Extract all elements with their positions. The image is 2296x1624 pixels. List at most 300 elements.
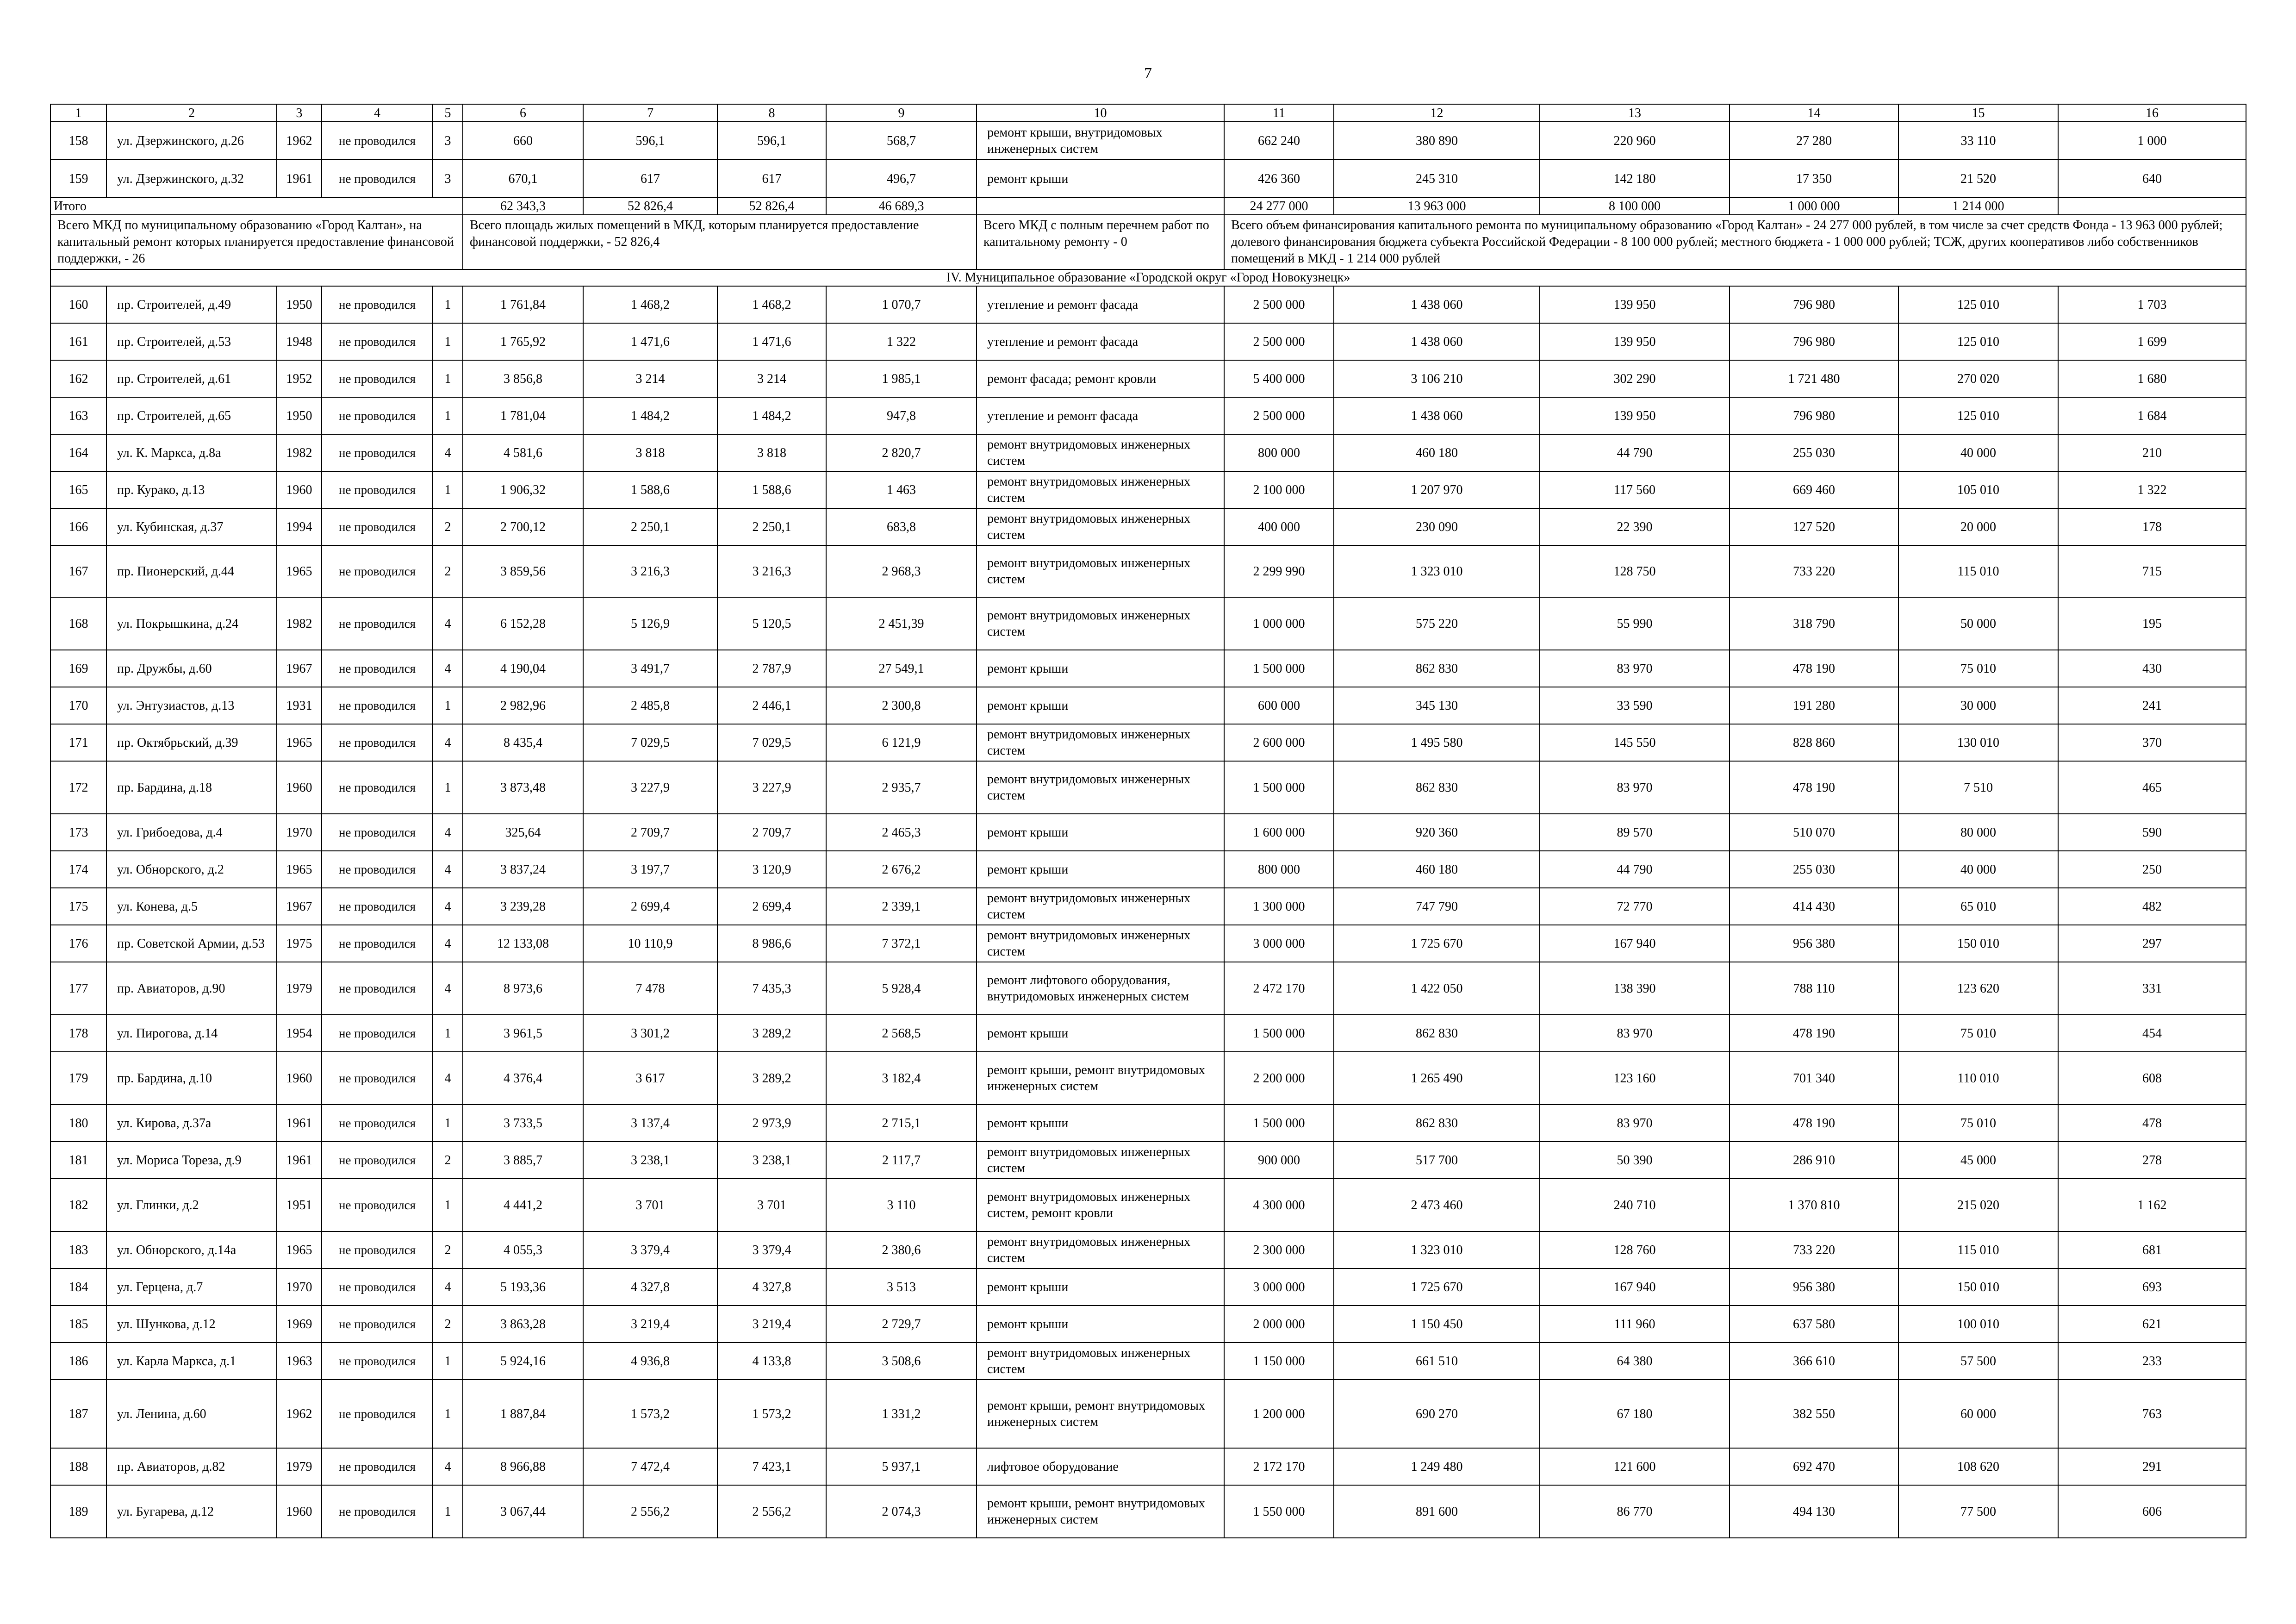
total-c12: 13 963 000 [1334,198,1540,215]
col8-cell: 2 787,9 [717,650,826,687]
address-cell: ул. Карла Маркса, д.1 [106,1343,277,1380]
repair-status-cell: не проводился [322,724,433,761]
col12-cell: 245 310 [1334,160,1540,198]
col7-cell: 3 818 [583,434,717,471]
address-cell: ул. Кубинская, д.37 [106,508,277,545]
col7-cell: 4 327,8 [583,1268,717,1305]
col12-cell: 920 360 [1334,814,1540,851]
work-type-cell: ремонт внутридомовых инженерных систем, ремонт кровли [977,1179,1224,1231]
table-row [50,1179,2246,1231]
col15-cell: 57 500 [1898,1343,2058,1380]
col16-cell: 291 [2058,1448,2246,1485]
col9-cell: 6 121,9 [826,724,977,761]
year-cell: 1982 [277,597,322,650]
class-cell: 4 [433,888,463,925]
section-header-row [50,269,2246,286]
table-row [50,1268,2246,1305]
row-number: 165 [50,471,106,508]
col12-cell: 661 510 [1334,1343,1540,1380]
class-cell: 4 [433,1448,463,1485]
col9-cell: 2 729,7 [826,1305,977,1343]
work-type-cell: ремонт внутридомовых инженерных систем [977,925,1224,962]
work-type-cell: ремонт внутридомовых инженерных систем [977,597,1224,650]
header-cell: 4 [322,104,433,122]
col11-cell: 2 200 000 [1224,1052,1334,1105]
col8-cell: 8 986,6 [717,925,826,962]
total-c15: 1 214 000 [1898,198,2058,215]
col14-cell: 796 980 [1730,286,1898,323]
col15-cell: 150 010 [1898,925,2058,962]
address-cell: пр. Строителей, д.53 [106,323,277,360]
col16-cell: 1 162 [2058,1179,2246,1231]
address-cell: пр. Пионерский, д.44 [106,545,277,597]
row-number: 179 [50,1052,106,1105]
col14-cell: 669 460 [1730,471,1898,508]
col11-cell: 2 000 000 [1224,1305,1334,1343]
work-type-cell: ремонт внутридомовых инженерных систем [977,471,1224,508]
table-row [50,814,2246,851]
col9-cell: 3 513 [826,1268,977,1305]
class-cell: 1 [433,360,463,397]
row-number: 164 [50,434,106,471]
col11-cell: 3 000 000 [1224,925,1334,962]
work-type-cell: ремонт крыши, внутридомовых инженерных систем [977,122,1224,160]
col7-cell: 5 126,9 [583,597,717,650]
col8-cell: 3 238,1 [717,1142,826,1179]
col9-cell: 2 935,7 [826,761,977,814]
col13-cell: 128 750 [1540,545,1730,597]
col9-cell: 2 968,3 [826,545,977,597]
table-row [50,545,2246,597]
repair-status-cell: не проводился [322,1485,433,1538]
repair-status-cell: не проводился [322,286,433,323]
col13-cell: 302 290 [1540,360,1730,397]
address-cell: ул. Покрышкина, д.24 [106,597,277,650]
col12-cell: 1 265 490 [1334,1052,1540,1105]
row-number: 163 [50,397,106,434]
year-cell: 1967 [277,888,322,925]
work-type-cell: ремонт крыши [977,687,1224,724]
col13-cell: 83 970 [1540,1105,1730,1142]
address-cell: пр. Строителей, д.49 [106,286,277,323]
col7-cell: 3 701 [583,1179,717,1231]
col11-cell: 2 600 000 [1224,724,1334,761]
repair-status-cell: не проводился [322,761,433,814]
col8-cell: 2 709,7 [717,814,826,851]
col15-cell: 45 000 [1898,1142,2058,1179]
col9-cell: 2 676,2 [826,851,977,888]
work-type-cell: ремонт внутридомовых инженерных систем [977,545,1224,597]
address-cell: пр. Октябрьский, д.39 [106,724,277,761]
repair-status-cell: не проводился [322,1231,433,1268]
col15-cell: 77 500 [1898,1485,2058,1538]
col6-cell: 3 873,48 [463,761,583,814]
col13-cell: 72 770 [1540,888,1730,925]
col9-cell: 3 182,4 [826,1052,977,1105]
col11-cell: 1 000 000 [1224,597,1334,650]
address-cell: ул. Бугарева, д.12 [106,1485,277,1538]
col12-cell: 575 220 [1334,597,1540,650]
table-row [50,323,2246,360]
col7-cell: 10 110,9 [583,925,717,962]
col13-cell: 83 970 [1540,1015,1730,1052]
col8-cell: 2 446,1 [717,687,826,724]
col16-cell: 606 [2058,1485,2246,1538]
col14-cell: 701 340 [1730,1052,1898,1105]
total-c6: 62 343,3 [463,198,583,215]
col15-cell: 115 010 [1898,1231,2058,1268]
total-empty [2058,198,2246,215]
col12-cell: 690 270 [1334,1380,1540,1448]
col13-cell: 142 180 [1540,160,1730,198]
address-cell: ул. Пирогова, д.14 [106,1015,277,1052]
col9-cell: 2 715,1 [826,1105,977,1142]
class-cell: 1 [433,1343,463,1380]
year-cell: 1967 [277,650,322,687]
col7-cell: 617 [583,160,717,198]
col13-cell: 83 970 [1540,650,1730,687]
col15-cell: 105 010 [1898,471,2058,508]
col13-cell: 123 160 [1540,1052,1730,1105]
col11-cell: 3 000 000 [1224,1268,1334,1305]
col12-cell: 3 106 210 [1334,360,1540,397]
header-cell: 8 [717,104,826,122]
col15-cell: 125 010 [1898,397,2058,434]
col15-cell: 115 010 [1898,545,2058,597]
repair-status-cell: не проводился [322,434,433,471]
repair-status-cell: не проводился [322,1015,433,1052]
col11-cell: 2 100 000 [1224,471,1334,508]
address-cell: ул. Шункова, д.12 [106,1305,277,1343]
col14-cell: 478 190 [1730,761,1898,814]
work-type-cell: ремонт внутридомовых инженерных систем [977,508,1224,545]
col15-cell: 75 010 [1898,1105,2058,1142]
col11-cell: 800 000 [1224,434,1334,471]
col16-cell: 1 684 [2058,397,2246,434]
work-type-cell: ремонт внутридомовых инженерных систем [977,1343,1224,1380]
repair-status-cell: не проводился [322,687,433,724]
total-c9: 46 689,3 [826,198,977,215]
col14-cell: 788 110 [1730,962,1898,1015]
row-number: 174 [50,851,106,888]
table-row [50,1105,2246,1142]
work-type-cell: ремонт внутридомовых инженерных систем [977,888,1224,925]
col7-cell: 3 197,7 [583,851,717,888]
repair-status-cell: не проводился [322,323,433,360]
col15-cell: 33 110 [1898,122,2058,160]
col6-cell: 2 982,96 [463,687,583,724]
col7-cell: 2 250,1 [583,508,717,545]
repair-status-cell: не проводился [322,471,433,508]
col16-cell: 297 [2058,925,2246,962]
summary-houses-count: Всего МКД по муниципальному образованию «Город Калтан», на капитальный ремонт которых планируется предоставление финансовой поддержки, - 26 [50,215,463,269]
col14-cell: 733 220 [1730,1231,1898,1268]
col9-cell: 7 372,1 [826,925,977,962]
col8-cell: 3 219,4 [717,1305,826,1343]
col8-cell: 1 588,6 [717,471,826,508]
col12-cell: 1 249 480 [1334,1448,1540,1485]
col15-cell: 215 020 [1898,1179,2058,1231]
col8-cell: 5 120,5 [717,597,826,650]
col12-cell: 1 422 050 [1334,962,1540,1015]
col9-cell: 2 820,7 [826,434,977,471]
col7-cell: 3 227,9 [583,761,717,814]
col13-cell: 55 990 [1540,597,1730,650]
address-cell: пр. Авиаторов, д.82 [106,1448,277,1485]
table-row [50,471,2246,508]
col12-cell: 1 725 670 [1334,1268,1540,1305]
col14-cell: 1 370 810 [1730,1179,1898,1231]
col13-cell: 128 760 [1540,1231,1730,1268]
work-type-cell: ремонт крыши, ремонт внутридомовых инженерных систем [977,1485,1224,1538]
table-row [50,1142,2246,1179]
col6-cell: 8 435,4 [463,724,583,761]
work-type-cell: утепление и ремонт фасада [977,286,1224,323]
repair-status-cell: не проводился [322,545,433,597]
class-cell: 3 [433,160,463,198]
year-cell: 1948 [277,323,322,360]
col16-cell: 478 [2058,1105,2246,1142]
col6-cell: 3 837,24 [463,851,583,888]
header-cell: 11 [1224,104,1334,122]
address-cell: пр. Строителей, д.61 [106,360,277,397]
col12-cell: 460 180 [1334,434,1540,471]
year-cell: 1965 [277,1231,322,1268]
row-number: 159 [50,160,106,198]
col6-cell: 8 973,6 [463,962,583,1015]
col13-cell: 22 390 [1540,508,1730,545]
col9-cell: 2 568,5 [826,1015,977,1052]
col8-cell: 3 216,3 [717,545,826,597]
col7-cell: 2 699,4 [583,888,717,925]
col15-cell: 270 020 [1898,360,2058,397]
address-cell: пр. Дружбы, д.60 [106,650,277,687]
col11-cell: 4 300 000 [1224,1179,1334,1231]
col13-cell: 145 550 [1540,724,1730,761]
header-cell: 14 [1730,104,1898,122]
col11-cell: 662 240 [1224,122,1334,160]
table-row [50,888,2246,925]
col9-cell: 2 465,3 [826,814,977,851]
col16-cell: 454 [2058,1015,2246,1052]
table-row [50,925,2246,962]
col9-cell: 496,7 [826,160,977,198]
col16-cell: 178 [2058,508,2246,545]
col7-cell: 3 491,7 [583,650,717,687]
row-number: 180 [50,1105,106,1142]
work-type-cell: ремонт крыши [977,814,1224,851]
col9-cell: 2 451,39 [826,597,977,650]
col8-cell: 2 250,1 [717,508,826,545]
col13-cell: 67 180 [1540,1380,1730,1448]
col12-cell: 1 438 060 [1334,286,1540,323]
header-cell: 13 [1540,104,1730,122]
col16-cell: 195 [2058,597,2246,650]
col7-cell: 1 573,2 [583,1380,717,1448]
col16-cell: 1 680 [2058,360,2246,397]
col8-cell: 4 133,8 [717,1343,826,1380]
header-cell: 10 [977,104,1224,122]
summary-area: Всего площадь жилых помещений в МКД, которым планируется предоставление финансовой поддержки, - 52 826,4 [463,215,977,269]
col11-cell: 2 300 000 [1224,1231,1334,1268]
col7-cell: 2 485,8 [583,687,717,724]
col15-cell: 21 520 [1898,160,2058,198]
address-cell: ул. Мориса Тореза, д.9 [106,1142,277,1179]
col8-cell: 3 701 [717,1179,826,1231]
work-type-cell: ремонт внутридомовых инженерных систем [977,724,1224,761]
col7-cell: 1 468,2 [583,286,717,323]
class-cell: 4 [433,597,463,650]
col7-cell: 2 709,7 [583,814,717,851]
work-type-cell: ремонт крыши [977,1305,1224,1343]
class-cell: 2 [433,1305,463,1343]
row-number: 185 [50,1305,106,1343]
header-cell: 6 [463,104,583,122]
col13-cell: 89 570 [1540,814,1730,851]
col6-cell: 1 765,92 [463,323,583,360]
class-cell: 4 [433,1268,463,1305]
col9-cell: 3 508,6 [826,1343,977,1380]
repair-status-cell: не проводился [322,160,433,198]
col11-cell: 900 000 [1224,1142,1334,1179]
col14-cell: 494 130 [1730,1485,1898,1538]
total-c7: 52 826,4 [583,198,717,215]
col6-cell: 4 190,04 [463,650,583,687]
col14-cell: 414 430 [1730,888,1898,925]
class-cell: 4 [433,650,463,687]
col15-cell: 110 010 [1898,1052,2058,1105]
col6-cell: 1 781,04 [463,397,583,434]
col9-cell: 3 110 [826,1179,977,1231]
col16-cell: 482 [2058,888,2246,925]
year-cell: 1969 [277,1305,322,1343]
col11-cell: 1 500 000 [1224,1015,1334,1052]
col14-cell: 637 580 [1730,1305,1898,1343]
class-cell: 4 [433,925,463,962]
col15-cell: 108 620 [1898,1448,2058,1485]
col11-cell: 1 500 000 [1224,761,1334,814]
table-row [50,508,2246,545]
year-cell: 1962 [277,122,322,160]
col8-cell: 617 [717,160,826,198]
work-type-cell: ремонт крыши [977,160,1224,198]
summary-full-works: Всего МКД с полным перечнем работ по капитальному ремонту - 0 [977,215,1224,269]
col13-cell: 240 710 [1540,1179,1730,1231]
year-cell: 1979 [277,962,322,1015]
col11-cell: 2 500 000 [1224,323,1334,360]
col15-cell: 40 000 [1898,434,2058,471]
table-row [50,1380,2246,1448]
col7-cell: 3 219,4 [583,1305,717,1343]
col12-cell: 1 495 580 [1334,724,1540,761]
year-cell: 1954 [277,1015,322,1052]
col12-cell: 380 890 [1334,122,1540,160]
address-cell: ул. К. Маркса, д.8а [106,434,277,471]
col6-cell: 3 961,5 [463,1015,583,1052]
col9-cell: 1 070,7 [826,286,977,323]
col9-cell: 2 117,7 [826,1142,977,1179]
col13-cell: 44 790 [1540,851,1730,888]
row-number: 160 [50,286,106,323]
row-number: 189 [50,1485,106,1538]
class-cell: 1 [433,687,463,724]
col9-cell: 947,8 [826,397,977,434]
work-type-cell: ремонт внутридомовых инженерных систем [977,1142,1224,1179]
col15-cell: 7 510 [1898,761,2058,814]
table-row [50,597,2246,650]
col7-cell: 3 137,4 [583,1105,717,1142]
class-cell: 1 [433,1380,463,1448]
col12-cell: 862 830 [1334,761,1540,814]
col6-cell: 4 055,3 [463,1231,583,1268]
col6-cell: 660 [463,122,583,160]
col8-cell: 2 556,2 [717,1485,826,1538]
header-cell: 16 [2058,104,2246,122]
col8-cell: 1 471,6 [717,323,826,360]
repair-status-cell: не проводился [322,1448,433,1485]
repair-status-cell: не проводился [322,1305,433,1343]
col6-cell: 3 733,5 [463,1105,583,1142]
address-cell: пр. Бардина, д.18 [106,761,277,814]
col8-cell: 3 214 [717,360,826,397]
row-number: 161 [50,323,106,360]
col11-cell: 1 600 000 [1224,814,1334,851]
address-cell: ул. Ленина, д.60 [106,1380,277,1448]
page-number: 7 [1144,65,1152,82]
col14-cell: 1 721 480 [1730,360,1898,397]
col6-cell: 325,64 [463,814,583,851]
col12-cell: 1 150 450 [1334,1305,1540,1343]
col6-cell: 3 239,28 [463,888,583,925]
col12-cell: 891 600 [1334,1485,1540,1538]
year-cell: 1975 [277,925,322,962]
col15-cell: 60 000 [1898,1380,2058,1448]
col6-cell: 4 441,2 [463,1179,583,1231]
table-row [50,1305,2246,1343]
address-cell: пр. Бардина, д.10 [106,1052,277,1105]
col14-cell: 828 860 [1730,724,1898,761]
col8-cell: 2 699,4 [717,888,826,925]
col13-cell: 44 790 [1540,434,1730,471]
table-row [50,360,2246,397]
col15-cell: 100 010 [1898,1305,2058,1343]
col13-cell: 139 950 [1540,323,1730,360]
col16-cell: 715 [2058,545,2246,597]
col9-cell: 2 300,8 [826,687,977,724]
header-cell: 5 [433,104,463,122]
summary-row [50,215,2246,269]
col15-cell: 20 000 [1898,508,2058,545]
col7-cell: 596,1 [583,122,717,160]
table-row [50,286,2246,323]
repair-status-cell: не проводился [322,122,433,160]
col7-cell: 2 556,2 [583,1485,717,1538]
total-empty [977,198,1224,215]
col8-cell: 3 818 [717,434,826,471]
work-type-cell: ремонт фасада; ремонт кровли [977,360,1224,397]
col16-cell: 370 [2058,724,2246,761]
address-cell: ул. Дзержинского, д.26 [106,122,277,160]
col12-cell: 230 090 [1334,508,1540,545]
year-cell: 1961 [277,1105,322,1142]
work-type-cell: ремонт крыши [977,1015,1224,1052]
col11-cell: 800 000 [1224,851,1334,888]
summary-financing: Всего объем финансирования капитального ремонта по муниципальному образованию «Город Калтан» - 24 277 000 рублей, в том числе за счет средств Фонда - 13 963 000 рублей; долевого финансирования бюджета субъекта Российской Федерации - 8 100 000 рублей; местного бюджета - 1 000 000 рублей; ТСЖ, других кооперативов либо собственников помещений в МКД - 1 214 000 рублей [1224,215,2246,269]
class-cell: 4 [433,1052,463,1105]
col6-cell: 4 376,4 [463,1052,583,1105]
table-row [50,687,2246,724]
year-cell: 1963 [277,1343,322,1380]
